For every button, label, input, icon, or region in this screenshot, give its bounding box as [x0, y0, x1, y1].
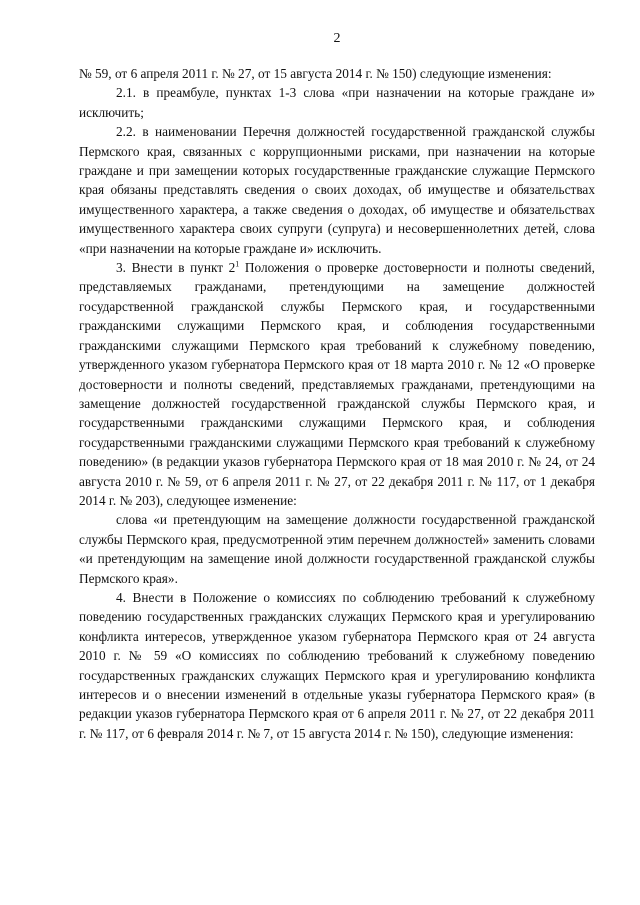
- paragraph-continuation: № 59, от 6 апреля 2011 г. № 27, от 15 августа 2014 г. № 150) следующие изменения:: [79, 66, 552, 81]
- paragraph-3-rest: Положения о проверке достоверности и полноты сведений, представляемых гражданами, претендующими на замещение должностей государственной гражданской службы Пермского края, и государственными гражданскими служащими Пермского края, и соблюдения государственными гражданскими служащими Пермского края требований к служебному поведению, утвержденного указом губернатора Пермского края от 18 марта 2010 г. № 12 «О проверке достоверности и полноты сведений, представляемых гражданами, претендующими на замещение должностей государственной гражданской службы Пермского края, и государственными гражданскими служащими Пермского края, и соблюдения государственными гражданскими служащими Пермского края требований к служебному поведению» (в редакции указов губернатора Пермского края от 18 мая 2010 г. № 24, от 24 августа 2010 г. № 59, от 6 апреля 2011 г. № 27, от 22 декабря 2011 г. № 117, от 1 декабря 2014 г. № 203), следующее изменение:: [79, 260, 595, 508]
- document-page: [79, 30, 595, 743]
- page-number: 2: [333, 31, 341, 46]
- paragraph-replacement-words: слова «и претендующим на замещение должности государственной гражданской службы Пермского края, предусмотренной этим перечнем должностей» заменить словами «и претендующим на замещение иной должности государственной гражданской службы Пермского края».: [79, 512, 595, 586]
- paragraph-2-2: 2.2. в наименовании Перечня должностей государственной гражданской службы Пермского края, связанных с коррупционными рисками, при назначении на которые граждане и при замещении которых государственные гражданские служащие Пермского края обязаны представлять сведения о своих доходах, об имуществе и обязательствах имущественного характера, а также сведения о доходах, об имуществе и обязательствах имущественного характера своих супруги (супруга) и несовершеннолетних детей, слова «при назначении на которые граждане и» исключить.: [79, 124, 595, 256]
- paragraph-3: [79, 258, 595, 510]
- superscript-1: 1: [235, 259, 240, 269]
- paragraph-3-start: 3. Внести в пункт 2: [116, 260, 236, 276]
- paragraph-2-1: 2.1. в преамбуле, пунктах 1-3 слова «при назначении на которые граждане и» исключить;: [79, 85, 595, 120]
- paragraph-4: 4. Внести в Положение о комиссиях по соблюдению требований к служебному поведению государственных гражданских служащих Пермского края и урегулированию конфликта интересов, утвержденное указом губернатора Пермского края от 24 августа 2010 г. № 59 «О комиссиях по соблюдению требований к служебному поведению государственных гражданских служащих Пермского края и урегулированию конфликта интересов и о внесении изменений в отдельные указы губернатора Пермского края» (в редакции указов губернатора Пермского края от 6 апреля 2011 г. № 27, от 22 декабря 2011 г. № 117, от 6 февраля 2014 г. № 7, от 15 августа 2014 г. № 150), следующие изменения:: [79, 589, 595, 741]
